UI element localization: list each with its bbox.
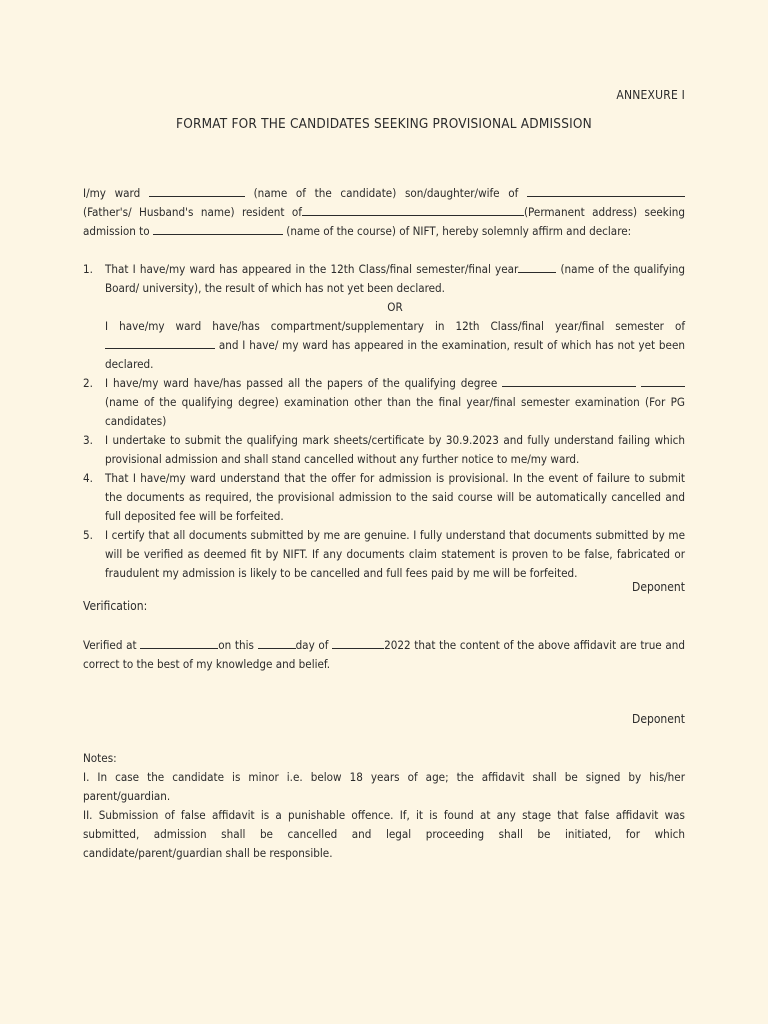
- note-item: II. Submission of false affidavit is a punishable offence. If, it is found at any stage that false affidavit was submitted, admission shall be cancelled and legal proceeding shall be initiated, for which candidate/parent/guardian shall be responsible.: [83, 808, 685, 860]
- list-item: 3. I undertake to submit the qualifying mark sheets/certificate by 30.9.2023 and fully understand failing which provisional admission and shall stand cancelled without any further notice to me/my ward.: [83, 433, 685, 466]
- place-blank: [140, 636, 218, 649]
- list-item: 2. I have/my ward have/has passed all the papers of the qualifying degree (name of the qualifying degree) examination other than the final year/final semester examination (For PG candidates): [83, 376, 685, 428]
- intro-paragraph: I/my ward (name of the candidate) son/daughter/wife of (Father's/ Husband's name) resident of (Permanent address) seeking admission to (name of the course) of NIFT, hereby solemnly affirm and declare:: [83, 186, 685, 238]
- degree-blank: [502, 374, 636, 387]
- deponent-signature-label: Deponent: [632, 712, 685, 726]
- or-separator: OR: [387, 300, 403, 314]
- year-blank: [518, 260, 556, 273]
- annexure-label: ANNEXURE I: [616, 88, 685, 102]
- day-blank: [258, 636, 296, 649]
- notes-section: [83, 749, 685, 863]
- compartment-blank: [105, 336, 215, 349]
- course-blank: [153, 222, 283, 235]
- father-name-blank: [527, 184, 685, 197]
- list-item: 1. That I have/my ward has appeared in the 12th Class/final semester/final year (name of the qualifying Board/ university), the result of which has not yet been declared. OR I have/my ward have/has compartment/supplementary in 12th Class/final year/final semester of and I have/ my ward has appeared in the examination, result of which has not yet been declared.: [83, 262, 685, 371]
- notes-heading: Notes:: [83, 751, 117, 765]
- list-item: 4. That I have/my ward understand that the offer for admission is provisional. In the event of failure to submit the documents as required, the provisional admission to the said course will be automatically cancelled and full deposited fee will be forfeited.: [83, 471, 685, 523]
- list-item: 5. I certify that all documents submitted by me are genuine. I fully understand that documents submitted by me will be verified as deemed fit by NIFT. If any documents claim statement is proven to be false, fabricated or fraudulent my admission is likely to be cancelled and full fees paid by me will be forfeited.: [83, 528, 685, 580]
- declaration-list: [83, 260, 685, 583]
- document-title: FORMAT FOR THE CANDIDATES SEEKING PROVISIONAL ADMISSION: [176, 116, 592, 132]
- verification-paragraph: Verified at on this day of 2022 that the content of the above affidavit are true and correct to the best of my knowledge and belief.: [83, 638, 686, 671]
- month-blank: [332, 636, 384, 649]
- candidate-name-blank: [149, 184, 245, 197]
- deponent-signature-label: Deponent: [632, 580, 685, 594]
- verification-heading: Verification:: [83, 599, 148, 613]
- degree-name-blank: [641, 374, 685, 387]
- note-item: I. In case the candidate is minor i.e. below 18 years of age; the affidavit shall be signed by his/her parent/guardian.: [83, 770, 685, 803]
- address-blank: [302, 203, 524, 216]
